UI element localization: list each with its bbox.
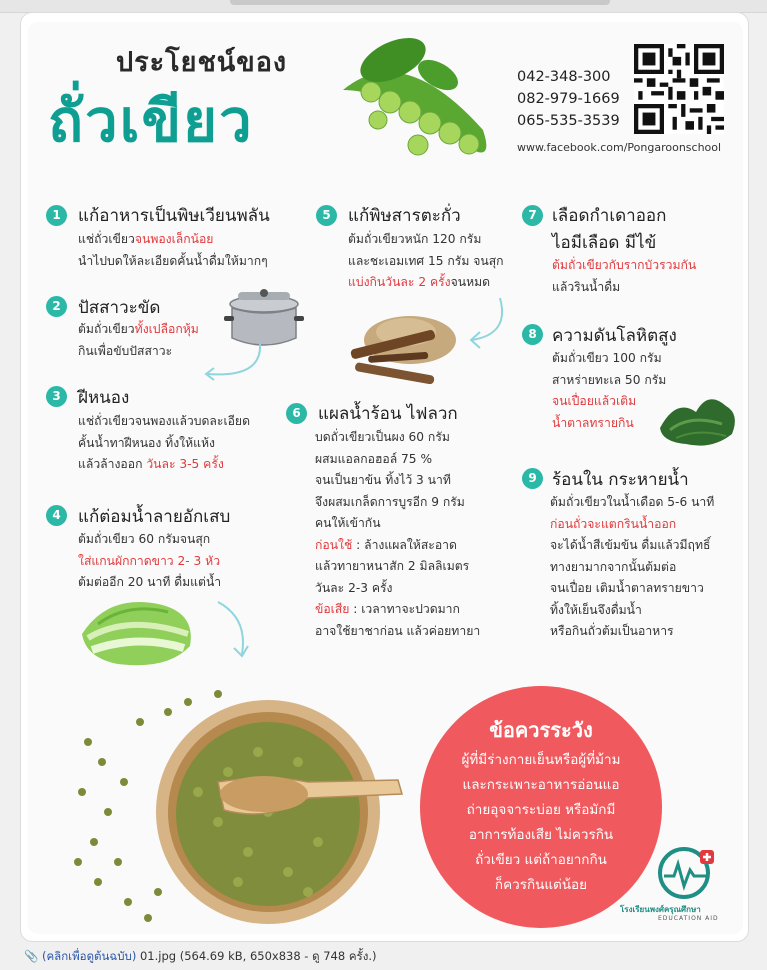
item-4-line: ต้มถั่วเขียว 60 กรัมจนสุก	[78, 532, 211, 546]
warning-line: ก็ควรกินแต่น้อย	[494, 877, 588, 893]
item-7-number: 7	[522, 205, 543, 226]
item-6-title: แผลน้ำร้อน ไฟลวก	[318, 404, 458, 424]
arrow-4-icon	[208, 598, 254, 664]
item-8-line: สาหร่ายทะเล 50 กรัม	[552, 372, 667, 387]
item-1-line: นำไปบดให้ละเอียดคั้นน้ำดื่มให้มากๆ	[78, 253, 268, 268]
attachment-caption	[24, 948, 376, 966]
item-6-number: 6	[286, 403, 307, 424]
item-1-number: 1	[46, 205, 67, 226]
item-6-line: ผสมแอลกอฮอล์ 75 %	[315, 451, 433, 466]
qr-code-icon	[634, 44, 724, 134]
item-9-line: จะได้น้ำสีเข้มข้น ดื่มแล้วมีฤทธิ์	[550, 538, 711, 552]
facebook-link[interactable]: www.facebook.com/Pongaroonschool	[517, 141, 722, 154]
item-6-line: จนเป็นยาข้น ทิ้งไว้ 3 นาที	[315, 473, 451, 487]
item-9-line: ก่อนถั่วจะแตกรินน้ำออก	[550, 516, 677, 531]
item-7-title-2: ไอมีเลือด มีไข้	[552, 233, 657, 253]
logo-name: โรงเรียนพงศ์ครุณศึกษา	[620, 905, 701, 914]
item-3-body	[78, 411, 250, 476]
green-peas-image	[333, 30, 503, 170]
item-5-line: แบ่งกินวันละ 2 ครั้งจนหมด	[348, 275, 491, 289]
phone-3[interactable]: 065-535-3539	[517, 113, 620, 129]
item-3-title: ฝีหนอง	[78, 388, 130, 408]
chinese-cabbage-image	[78, 594, 198, 672]
item-3-line: แล้วล้างออก วันละ 3-5 ครั้ง	[78, 457, 224, 471]
item-7-title-1: เลือดกำเดาออก	[552, 206, 667, 226]
item-8-title: ความดันโลหิตสูง	[552, 326, 677, 346]
item-3-line: คั้นน้ำทาฝีหนอง ทิ้งให้แห้ง	[78, 435, 215, 450]
item-6-line: บดถั่วเขียวเป็นผง 60 กรัม	[315, 430, 450, 444]
item-7-body	[552, 255, 696, 298]
item-6-line: แล้วทายาหนาสัก 2 มิลลิเมตร	[315, 559, 470, 573]
item-4-body	[78, 529, 221, 594]
warning-line: และกระเพาะอาหารอ่อนแอ	[462, 777, 620, 793]
item-4-number: 4	[46, 505, 67, 526]
item-9-number: 9	[522, 468, 543, 489]
attachment-info: 01.jpg (564.69 kB, 650x838 - ดู 748 ครั้ง.)	[139, 949, 377, 963]
phone-1[interactable]: 042-348-300	[517, 69, 611, 85]
warning-line: ถั่วเขียว แต่ถ้าอยากกิน	[475, 852, 607, 868]
logo-tag: EDUCATION AID	[658, 915, 719, 922]
item-9-line: ต้มถั่วเขียวในน้ำเดือด 5-6 นาที	[550, 495, 715, 509]
item-1-body	[78, 229, 268, 272]
seaweed-image	[656, 388, 740, 450]
item-4-title: แก้ต่อมน้ำลายอักเสบ	[78, 507, 231, 527]
warning-line: ผู้ที่มีร่างกายเย็นหรือผู้ที่ม้าม	[461, 752, 621, 768]
item-4-line: ต้มต่ออีก 20 นาที ดื่มแต่น้ำ	[78, 575, 222, 589]
item-8-line: ต้มถั่วเขียว 100 กรัม	[552, 351, 662, 365]
item-5-title: แก้พิษสารตะกั่ว	[348, 206, 461, 226]
mung-bean-bowl-image	[68, 682, 408, 932]
title-big: ถั่วเขียว	[48, 87, 254, 155]
item-6-line: ข้อเสีย : เวลาทาจะปวดมาก	[315, 602, 460, 616]
item-9-body	[550, 492, 714, 643]
arrow-2-icon	[200, 340, 270, 384]
item-8-body	[552, 348, 666, 434]
item-2-line: กินเพื่อขับปัสสาวะ	[78, 343, 173, 358]
item-8-line: น้ำตาลทรายกิน	[552, 415, 634, 430]
item-5-body	[348, 229, 504, 294]
item-6-line: ก่อนใช้ : ล้างแผลให้สะอาด	[315, 537, 457, 552]
item-6-line: จึงผสมเกล็ดการบูรอีก 9 กรัม	[315, 494, 465, 509]
item-1-line: แช่ถั่วเขียวจนพองเล็กน้อย	[78, 232, 214, 246]
warning-line: ถ่ายอุจจาระบ่อย หรือมักมี	[466, 802, 616, 818]
item-2-body	[78, 319, 199, 362]
view-original-link[interactable]: (คลิกเพื่อดูต้นฉบับ)	[41, 949, 137, 963]
item-8-number: 8	[522, 324, 543, 345]
item-9-line: ทิ้งให้เย็นจึงดื่มน้ำ	[550, 602, 642, 617]
item-3-number: 3	[46, 386, 67, 407]
title-small: ประโยชน์ของ	[116, 47, 288, 78]
item-6-line: อาจใช้ยาชาก่อน แล้วค่อยทายา	[315, 623, 481, 638]
warning-line: อาการท้องเสีย ไม่ควรกิน	[468, 827, 614, 843]
item-9-line: ทางยามากจากนั้นต้มต่อ	[550, 559, 677, 574]
item-6-line: คนให้เข้ากัน	[315, 516, 381, 530]
item-5-line: และชะเอมเทศ 15 กรัม จนสุก	[348, 253, 504, 268]
item-2-line: ต้มถั่วเขียวทั้งเปลือกหุ้ม	[78, 322, 199, 336]
warning-title: ข้อควรระวัง	[489, 718, 593, 742]
item-1-title: แก้อาหารเป็นพิษเวียนพลัน	[78, 206, 270, 226]
item-4-line: ใส่แกนผักกาดขาว 2- 3 หัว	[78, 553, 221, 568]
item-9-line: หรือกินถั่วต้มเป็นอาหาร	[550, 624, 674, 638]
top-scroll-sliver	[230, 0, 610, 5]
item-9-line: จนเปื่อย เติมน้ำตาลทรายขาว	[550, 581, 704, 595]
item-5-line: ต้มถั่วเขียวหนัก 120 กรัม	[348, 232, 482, 246]
infographic[interactable]	[28, 22, 743, 934]
phone-2[interactable]: 082-979-1669	[517, 91, 620, 107]
item-5-number: 5	[316, 205, 337, 226]
item-8-line: จนเปื่อยแล้วเติม	[552, 394, 637, 408]
item-6-body	[315, 427, 480, 642]
item-2-number: 2	[46, 296, 67, 317]
item-7-line: ต้มถั่วเขียวกับรากบัวรวมกัน	[552, 258, 697, 272]
paperclip-icon: 📎	[24, 949, 39, 963]
arrow-5-icon	[466, 294, 512, 352]
licorice-powder-image	[346, 304, 466, 384]
item-7-line: แล้วรินน้ำดื่ม	[552, 279, 621, 294]
item-3-line: แช่ถั่วเขียวจนพองแล้วบดละเอียด	[78, 414, 250, 428]
item-6-line: วันละ 2-3 ครั้ง	[315, 580, 393, 595]
school-logo-icon	[656, 846, 716, 900]
item-9-title: ร้อนใน กระหายน้ำ	[552, 470, 689, 490]
item-2-title: ปัสสาวะขัด	[78, 298, 161, 318]
warning-body	[420, 748, 662, 898]
